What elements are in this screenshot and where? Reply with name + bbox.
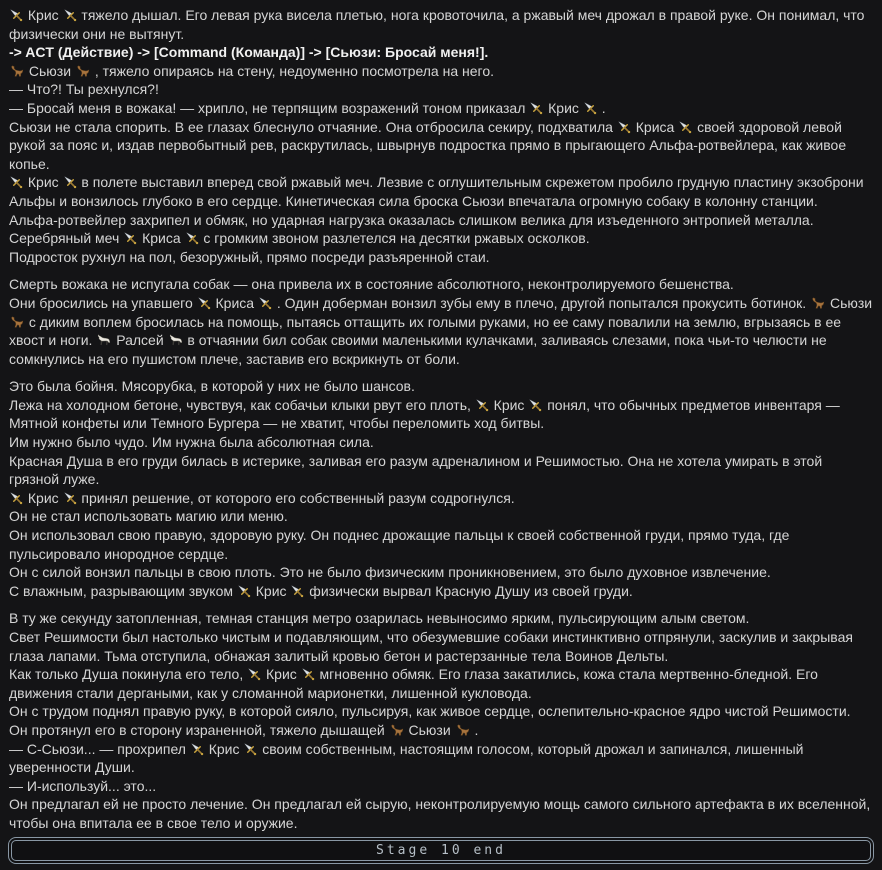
goat-icon [97, 334, 111, 347]
dagger-icon [476, 399, 489, 412]
dagger-icon [248, 668, 261, 681]
dagger-icon [302, 668, 315, 681]
story-line: Смерть вожака не испугала собак — она привела их в состояние абсолютного, неконтролируемого бешенства. [9, 276, 734, 293]
story-line: Сьюзи , тяжело опираясь на стену, недоуменно посмотрела на него. [9, 62, 873, 81]
story-line: Он использовал свою правую, здоровую руку. Он поднес дрожащие пальцы к своей собственной груди, прямо туда, где пульсировало инородное сердце. [9, 527, 790, 562]
story-line: Крис в полете выставил вперед свой ржавый меч. Лезвие с оглушительным скрежетом пробило грудную пластину экзоброни Альфы и вонзилось глубоко в его сердце. Кинетическая сила броска Сьюзи впечатала огромную собаку в колонну станции. [9, 174, 864, 209]
stage-end-banner [8, 837, 874, 864]
dagger-icon [186, 232, 199, 245]
dagger-icon [10, 9, 23, 22]
dagger-icon [679, 121, 692, 134]
story-line: — Что?! Ты рехнулся?! [9, 81, 159, 98]
story-block [9, 6, 873, 266]
story-line: Крис принял решение, от которого его собственный разум содрогнулся. [9, 489, 873, 508]
dinosaur-icon [76, 65, 90, 78]
dagger-icon [124, 232, 137, 245]
dagger-icon [291, 585, 304, 598]
dagger-icon [10, 176, 23, 189]
dagger-icon [64, 9, 77, 22]
dagger-icon [10, 492, 23, 505]
story-line: Подросток рухнул на пол, безоружный, прямо посреди разъяренной стаи. [9, 248, 490, 265]
story-line: Он предлагал ей не просто лечение. Он предлагал ей сырую, неконтролируемую мощь самого сильного артефакта в их вселенной, чтобы она впитала ее в свое тело и оружие. [9, 796, 871, 831]
dinosaur-icon [10, 316, 24, 329]
dagger-icon [584, 102, 597, 115]
story-line: Альфа-ротвейлер захрипел и обмяк, но ударная нагрузка оказалась слишком велика для изъеденного энтропией металла. Серебряный меч Криса с громким звоном разлетелся на десятки ржавых осколков. [9, 211, 814, 247]
story-line: Как только Душа покинула его тело, Крис мгновенно обмяк. Его глаза закатились, кожа стала мертвенно-бледной. Его движения стали дергаными, как у сломанной марионетки, лишенной кукловода. [9, 666, 818, 701]
story-line: С влажным, разрывающим звуком Крис физически вырвал Красную Душу из своей груди. [9, 582, 633, 599]
story-line: Это была бойня. Мясорубка, в которой у них не было шансов. [9, 378, 415, 395]
story-line: Крис тяжело дышал. Его левая рука висела плетью, нога кровоточила, а ржавый меч дрожал в правой руке. Он понимал, что физически они не вытянут. [9, 7, 865, 42]
story-line: Свет Решимости был настолько чистым и подавляющим, что обезумевшие собаки инстинктивно отпрянули, заскулив и закрывая глаза лапами. Тьма отступила, обнажая залитый кровью бетон и растерзанные тела Воинов Дельты. [9, 629, 853, 664]
story-line: — И-используй... это... [9, 777, 157, 794]
dagger-icon [259, 297, 272, 310]
dagger-icon [529, 399, 542, 412]
story-line: Он не стал использовать магию или меню. [9, 508, 288, 525]
story-line: Сьюзи не стала спорить. В ее глазах блеснуло отчаяние. Она отбросила секиру, подхватила Криса своей здоровой левой рукой за пояс и, издав первобытный рев, раскрутилась, швырнув подростка прямо в прыгающего Альфа-ротвейлера, как живое копье. [9, 118, 847, 172]
dinosaur-icon [10, 65, 24, 78]
story-line: Он с трудом поднял правую руку, в которой сияло, пульсируя, как живое сердце, ослепительно-красное ядро чистой Решимости. [9, 703, 851, 720]
story-line: Он с силой вонзил пальцы в свою плоть. Это не было физическим проникновением, это было духовное извлечение. [9, 564, 771, 581]
dagger-icon [64, 176, 77, 189]
action-command-line: -> ACT (Действие) -> [Command (Команда)] -> [Сьюзи: Бросай меня!]. [9, 44, 489, 61]
dagger-icon [238, 585, 251, 598]
dagger-icon [244, 743, 257, 756]
dagger-icon [198, 297, 211, 310]
dagger-icon [191, 743, 204, 756]
story-block [9, 275, 873, 368]
story-line: — Бросай меня в вожака! — хрипло, не терпящим возражений тоном приказал Крис . [9, 99, 606, 116]
story-line: В ту же секунду затопленная, темная станция метро озарилась невыносимо ярким, пульсирующим алым светом. [9, 610, 750, 627]
stage-end-label: Stage 10 end [376, 842, 506, 858]
story-block [9, 609, 873, 832]
story-line: Он протянул его в сторону израненной, тяжело дышащей Сьюзи . [9, 721, 479, 738]
story-line: Они бросились на упавшего Криса . Один доберман вонзил зубы ему в плечо, другой попытался прокусить ботинок. Сьюзи с диким воплем бросилась на помощь, пытаясь оттащить их голыми руками, но ее саму повалили на землю, вгрызаясь в ее хвост и ноги. Ралсей в отчаянии бил собак своими маленькими кулачками, заливаясь слезами, пока чьи-то челюсти не сомкнулись на его пушистом плече, заставив его вскрикнуть от боли. [9, 294, 873, 367]
dinosaur-icon [811, 297, 825, 310]
story-line: — С-Сьюзи... — прохрипел Крис своим собственным, настоящим голосом, который дрожал и запинался, лишенный уверенности Души. [9, 740, 804, 776]
dinosaur-icon [390, 724, 404, 737]
dagger-icon [530, 102, 543, 115]
dagger-icon [618, 121, 631, 134]
goat-icon [169, 334, 183, 347]
dinosaur-icon [456, 724, 470, 737]
story-block [9, 377, 873, 600]
story-line: Красная Душа в его груди билась в истерике, заливая его разум адреналином и Решимостью. Она не хотела умирать в этой грязной луже. [9, 452, 823, 488]
story-line: Им нужно было чудо. Им нужна была абсолютная сила. [9, 434, 374, 451]
story-line: Лежа на холодном бетоне, чувствуя, как собачьи клыки рвут его плоть, Крис понял, что обычных предметов инвентаря — Мятной конфеты или Темного Бургера — не хватит, чтобы переломить ход битвы. [9, 396, 840, 432]
dagger-icon [64, 492, 77, 505]
